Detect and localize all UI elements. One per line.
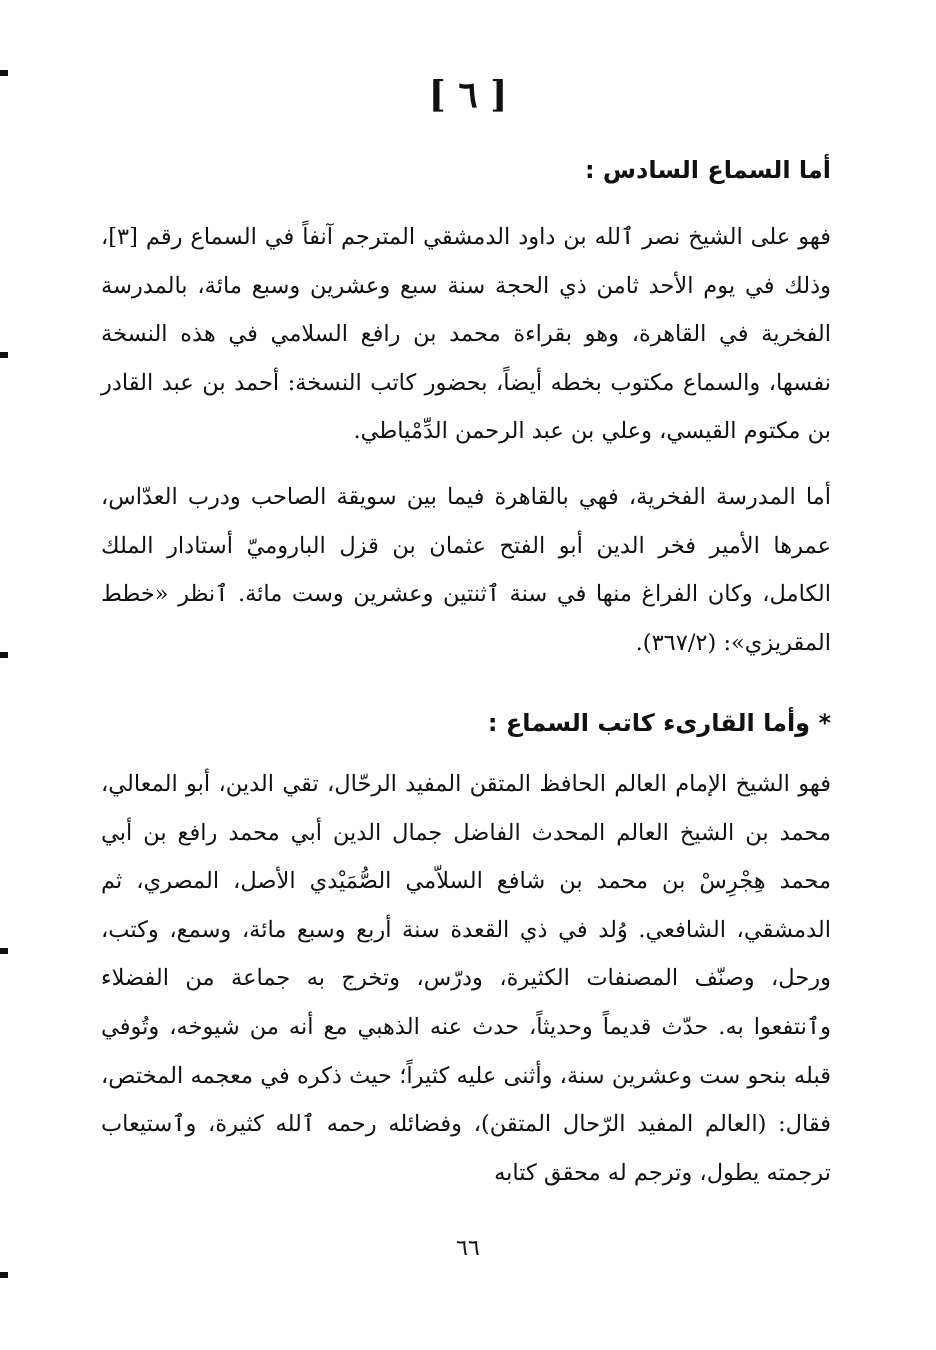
section-heading: * وأما القارىء كاتب السماع : <box>487 709 831 737</box>
section-number: [ ٦ ] <box>428 74 508 116</box>
scan-edge-mark <box>0 352 8 358</box>
body-paragraph: فهو على الشيخ نصر ٱلله بن داود الدمشقي المترجم آنفاً في السماع رقم [٣]، وذلك في يوم الأحد ثامن ذي الحجة سنة سبع وعشرين وسبع مائة، بالمدرسة الفخرية في القاهرة، وهو بقراءة محمد بن رافع السلامي في هذه النسخة نفسها، والسماع مكتوب بخطه أيضاً، بحضور كاتب النسخة: أحمد بن عبد القادر بن مكتوم القيسي، وعلي بن عبد الرحمن الدِّمْياطي. <box>101 224 831 445</box>
body-paragraph: أما المدرسة الفخرية، فهي بالقاهرة فيما بين سويقة الصاحب ودرب العدّاس، عمرها الأمير فخر الدين أبو الفتح عثمان بن قزل الباروميّ أستادار الملك الكامل، وكان الفراغ منها في سنة ٱثنتين وعشرين وست مائة. ٱنظر «خطط المقريزي»: (٣٦٧/٢). <box>101 484 831 656</box>
page-number: ٦٦ <box>456 1236 480 1261</box>
body-paragraph: فهو الشيخ الإمام العالم الحافظ المتقن المفيد الرحّال، تقي الدين، أبو المعالي، محمد بن الشيخ العالم المحدث الفاضل جمال الدين أبي محمد رافع بن أبي محمد هِجْرِسْ بن محمد بن شافع السلاّمي الصُّمَيْدي الأصل، المصري، ثم الدمشقي، الشافعي. وُلد في ذي القعدة سنة أربع وسبع مائة، وسمع، وكتب، ورحل، وصنّف المصنفات الكثيرة، ودرّس، وتخرج به جماعة من الفضلاء وٱنتفعوا به. حدّث قديماً وحديثاً، حدث عنه الذهبي مع أنه من شيوخه، وتُوفي قبله بنحو ست وعشرين سنة، وأثنى عليه كثيراً؛ حيث ذكره في معجمه المختص، فقال: (العالم المفيد الرّحال المتقن)، وفضائله رحمه ٱلله كثيرة، وٱستيعاب ترجمته يطول، وترجم له محقق كتابه <box>101 771 831 1186</box>
scan-edge-mark <box>0 652 8 658</box>
section-heading: أما السماع السادس : <box>584 156 831 184</box>
scan-edge-mark <box>0 1272 8 1278</box>
scan-edge-mark <box>0 948 8 954</box>
